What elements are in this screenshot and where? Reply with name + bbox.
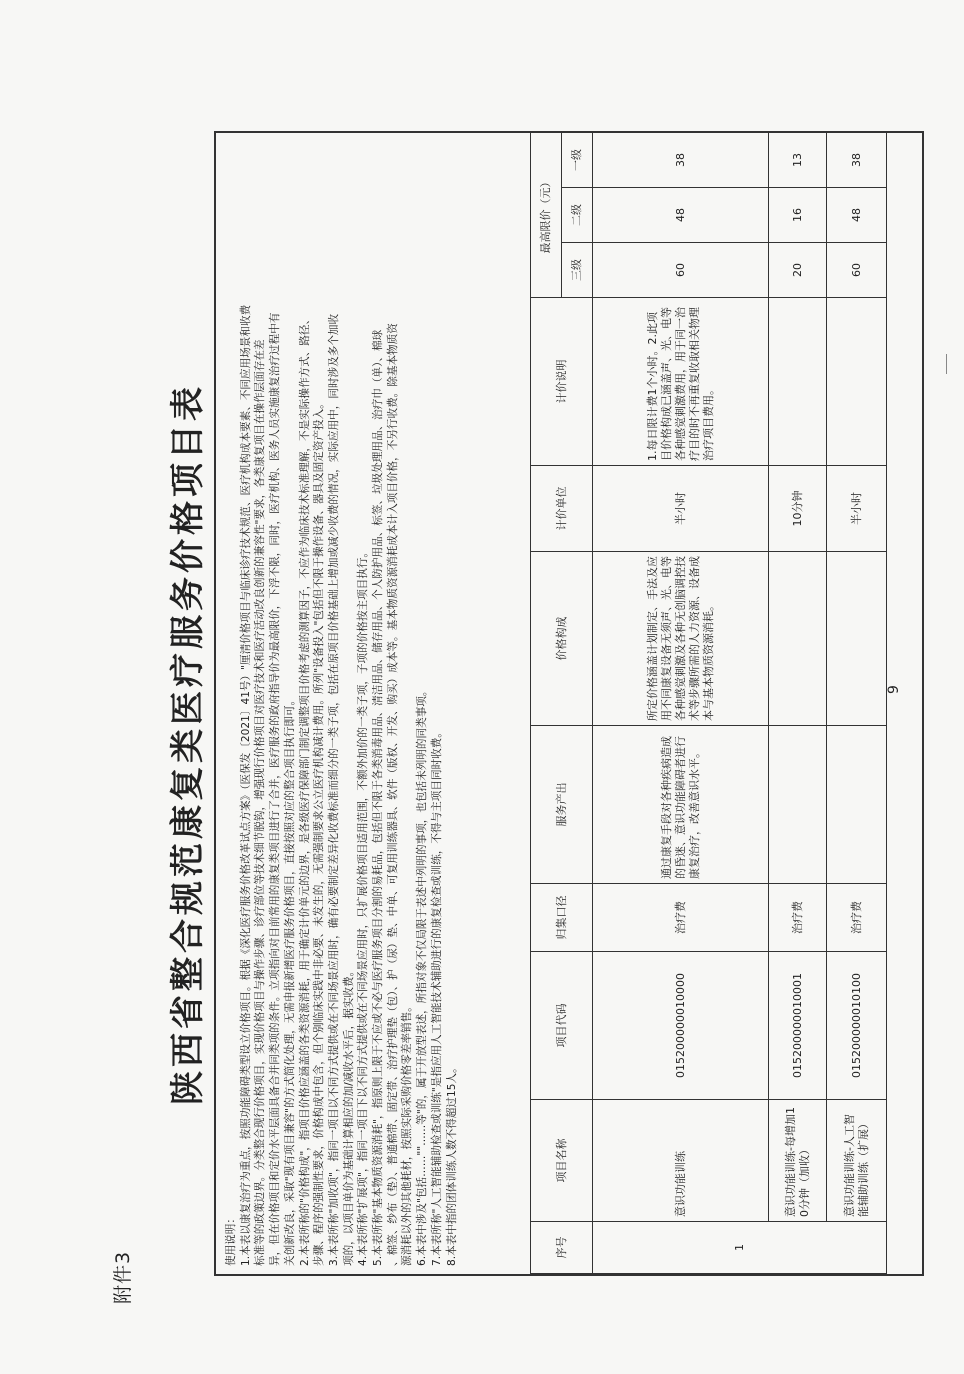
note-line: 使用说明： [225, 1213, 237, 1266]
header-seq: 序号 [531, 1222, 593, 1274]
cell-unit: 半小时 [827, 466, 887, 552]
cell-code: 015200000010001 [769, 952, 827, 1100]
cell-level1: 38 [827, 132, 887, 187]
cell-unit: 半小时 [593, 466, 769, 552]
cell-pricing-note [769, 298, 827, 466]
cell-name: 意识功能训练 [593, 1100, 769, 1222]
cell-pricing-note [827, 298, 887, 466]
cell-level2: 16 [769, 188, 827, 243]
header-level3: 三级 [562, 243, 593, 298]
cell-pricing-note: 1.每日限计费1个小时。2.此项目价格构成已涵盖声、光、电等各种感觉刺激费用，用于同一治疗目的时不再重复收取相关物理治疗项目费用。 [593, 298, 769, 466]
header-unit: 计价单位 [531, 466, 593, 552]
table-row [827, 132, 887, 1273]
note-line: 4.本表所称"扩展项"，指同一项目下以不同方式提供或在不同场景应用时，只扩展价格项目适用范围，不额外加价的一类子项，子项的价格按主项目执行。 [357, 546, 370, 1266]
header-output: 服务产出 [531, 726, 593, 884]
header-max-price: 最高限价（元） [531, 132, 562, 297]
cell-category: 治疗费 [827, 884, 887, 952]
cell-code: 015200000010100 [827, 952, 887, 1100]
scan-mark [946, 354, 947, 374]
note-line: 1.本表以康复治疗为重点，按照功能障碍类型设立价格项目。根据《深化医疗服务价格改革试点方案》（医保发〔2021〕41号）"厘清价格项目与临床诊疗技术规范、医疗机构成本要素、不同应用场景和收费 [239, 304, 252, 1266]
note-line: 2.本表所称的"价格构成"，指项目价格应涵盖的各类资源消耗，用于确定计价单元的边界，是各级医疗保障部门制定调整项目价格考虑的测算因子，不应作为临床技术标准理解，不是实际操作方式、路径、 [298, 313, 311, 1266]
note-line: 8.本表中指的团体训练人数不得超过15人。 [445, 1062, 458, 1266]
cell-output [769, 726, 827, 884]
cell-level1: 13 [769, 132, 827, 187]
page-title: 陕西省整合规范康复类医疗服务价格项目表 [168, 383, 208, 1105]
cell-name: 意识功能训练-人工智能辅助训练（扩展） [827, 1100, 887, 1222]
note-line: 源消耗以外的其他耗材，按照实际采购价格零差率销售。 [401, 1001, 414, 1266]
header-composition: 价格构成 [531, 552, 593, 726]
usage-notes [224, 141, 459, 1266]
note-line: 异，但在价格项目和定价水平层面具备合并同类项的条件。立项指向对目前常用的康复类项目进行了合并，医疗服务的政府指导价为最高限价，下浮不限，同时，医疗机构、医务人员实施康复治疗过程中有 [269, 312, 282, 1266]
table-row [769, 132, 827, 1273]
cell-output: 通过康复手段对各种疾病造成的昏迷、意识功能障碍者进行康复治疗，改善意识水平。 [593, 726, 769, 884]
header-pricing-note: 计价说明 [531, 298, 593, 466]
note-line: 6.本表中涉及"包括……""……等"的，属于开放型表述，所指对象不仅局限于表述中列明的事项，也包括未列明的同类事项。 [416, 685, 429, 1266]
header-name: 项目名称 [531, 1100, 593, 1222]
table-header-row [531, 132, 562, 1273]
cell-level3: 20 [769, 243, 827, 298]
note-line: 5.本表所称"基本物质资源消耗"，指原则上限于不应或不必与医疗服务项目分割的易耗品，包括但不限于各类消毒用品、清洁用品、储存用品、个人防护用品、标签、垃圾处理用品、治疗巾（单）、棉球 [372, 329, 385, 1266]
header-level1: 一级 [562, 132, 593, 187]
cell-level3: 60 [593, 243, 769, 298]
cell-composition [769, 552, 827, 726]
header-category: 归集口径 [531, 884, 593, 952]
note-line: 、棉签、纱布（垫）、普通棉带、固定带、治疗护理垫（包）、护（尿）垫、中单、可复用训练器具、软件（版权、开发、购买）成本等。基本物质资源消耗成本计入项目价格，不另行收费。除基本物质资 [386, 323, 399, 1266]
table-row [593, 132, 769, 1273]
cell-output [827, 726, 887, 884]
cell-category: 治疗费 [593, 884, 769, 952]
note-line: 项的，以项目单价为基础计算相应的加/减收水平后，据实收费。 [342, 965, 355, 1266]
cell-level1: 38 [593, 132, 769, 187]
content-frame [214, 131, 924, 1276]
note-line: 标准等的政策边界。分类整合现行价格项目，实现价格项目与操作步骤、诊疗部位等技术细节脱钩，增强现行价格项目对医疗技术和医疗活动改良创新的兼容性"要求，各类康复项目在操作层面存在差 [254, 339, 267, 1266]
cell-name: 意识功能训练-每增加10分钟（加收） [769, 1100, 827, 1222]
cell-composition [827, 552, 887, 726]
cell-code: 015200000010000 [593, 952, 769, 1100]
cell-level2: 48 [593, 188, 769, 243]
cell-unit: 10分钟 [769, 466, 827, 552]
note-line: 步骤、程序的强制性要求，价格构成中包含，但个别临床实践中非必要、未发生的，无需强制要求公立医疗机构减计费用。所列"设备投入"包括但不限于操作设备、器具及固定资产投入。 [313, 398, 326, 1266]
note-line: 7.本表所称"人工智能辅助检查或训练"是指应用人工智能技术辅助进行的康复检查或训练，不得与主项目同时收费。 [430, 727, 443, 1266]
page-number: 9 [886, 685, 902, 694]
cell-level3: 60 [827, 243, 887, 298]
attachment-label: 附件3 [112, 1250, 134, 1304]
cell-seq: 1 [593, 1222, 887, 1274]
note-line: 3.本表所称"加收项"，指同一项目以不同方式提供或在不同场景应用时，确有必要制定差异化收费标准而细分的一类子项，包括在原项目价格基础上增加或减少收费的情况，实际应用中，同时涉及多个加收 [327, 313, 340, 1266]
header-level2: 二级 [562, 188, 593, 243]
header-code: 项目代码 [531, 952, 593, 1100]
note-line: 关创新改良，采取"现有项目兼容"的方式简化处理，无需申报新增医疗服务价格项目，直接按照对应的整合项目执行即可。 [283, 694, 296, 1266]
cell-level2: 48 [827, 188, 887, 243]
cell-category: 治疗费 [769, 884, 827, 952]
cell-composition: 所定价格涵盖计划制定、手法及应用不同康复设备无须声、光、电等各种感觉刺激及各种无创脑调控技术等步骤所需的人力资源、设备成本与基本物质资源消耗。 [593, 552, 769, 726]
price-table [530, 132, 887, 1274]
